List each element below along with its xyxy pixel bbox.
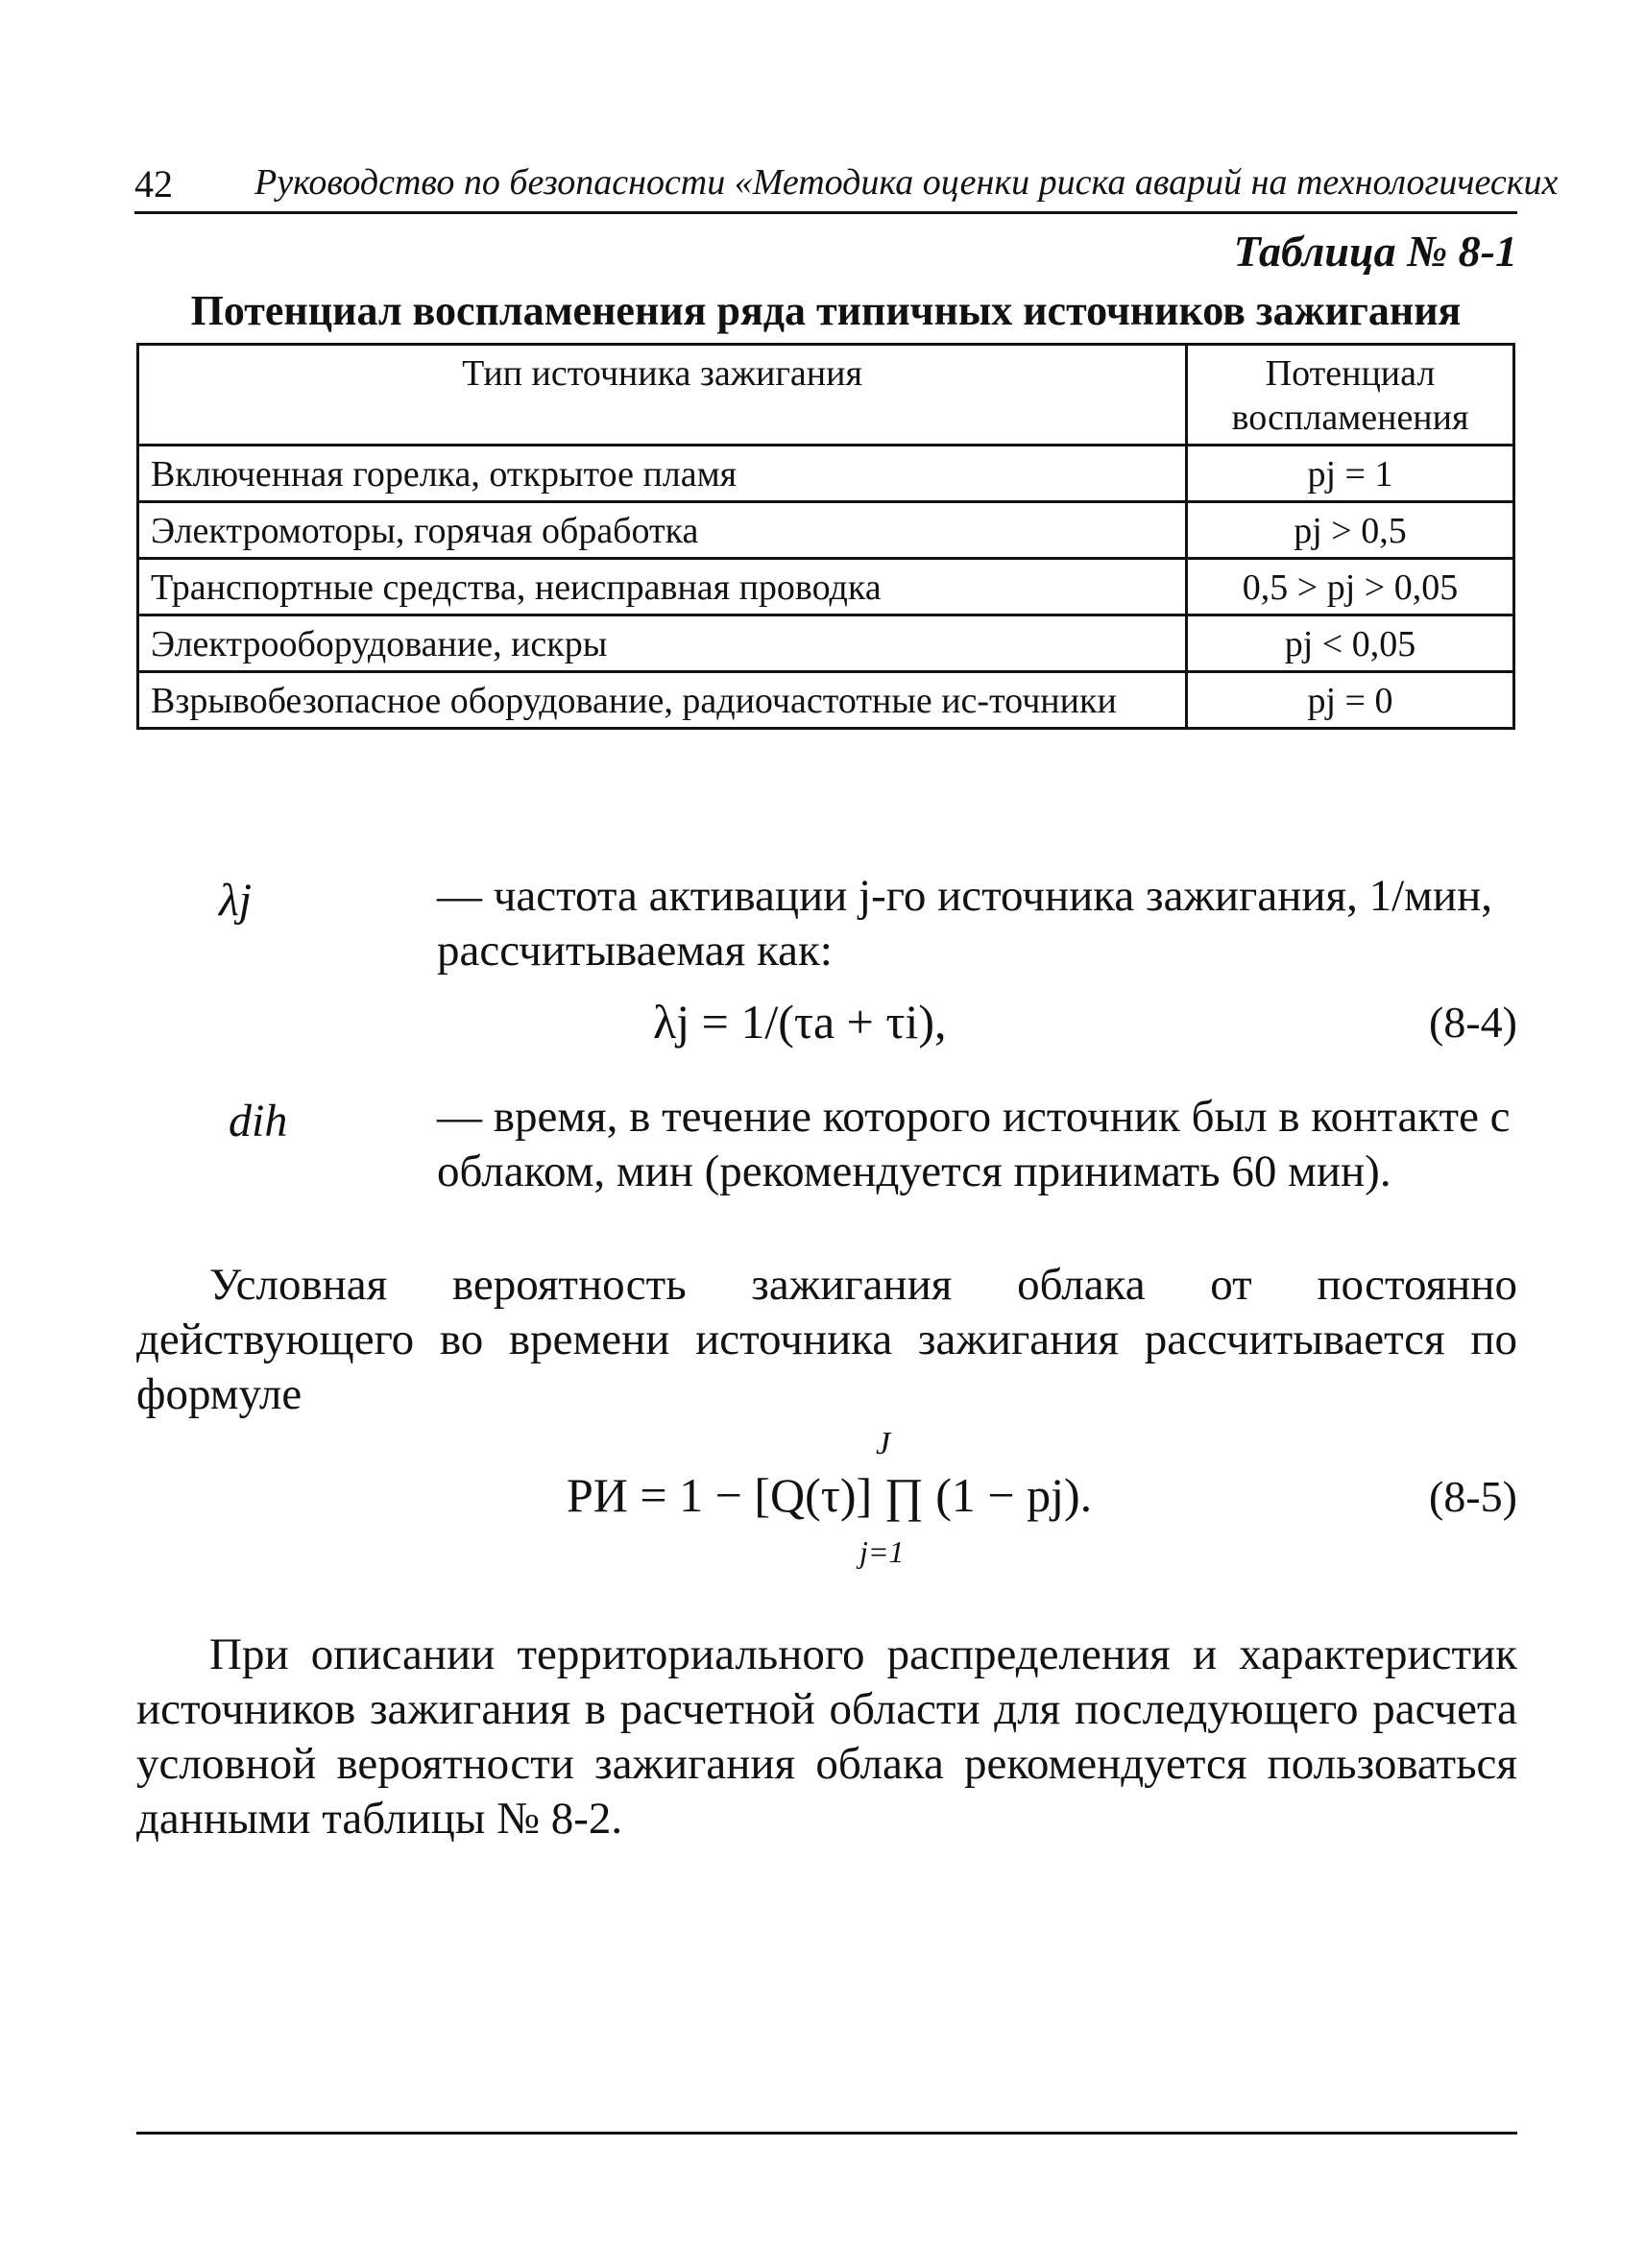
page-header [134, 154, 1559, 214]
table-header-row [138, 345, 1514, 446]
col-header-potential: Потенциал воспламенения [1187, 345, 1514, 446]
symbol-lambda-j: λj [219, 875, 253, 926]
table-cell-source: Электрооборудование, искры [138, 615, 1187, 672]
footer-rule [136, 2132, 1517, 2135]
formula-8-5: PИ = 1 − [Q(τ)] ∏ (1 − pj). [567, 1468, 1093, 1522]
table-row [138, 615, 1514, 672]
table-row [138, 559, 1514, 615]
table-row [138, 502, 1514, 559]
paragraph-1: Условная вероятность зажигания облака от постоянно действующего во времени источника зажигания рассчитывается по формуле [136, 1260, 1517, 1419]
ignition-table [136, 343, 1515, 730]
col-header-source: Тип источника зажигания [138, 345, 1187, 446]
table-row [138, 446, 1514, 502]
running-title: Руководство по безопасности «Методика оценки риска аварий на технологических [254, 162, 1559, 203]
table-title: Потенциал воспламенения ряда типичных источников зажигания [190, 287, 1462, 334]
table-cell-source: Взрывобезопасное оборудование, радиочастотные ис-точники [138, 672, 1187, 729]
table-cell-potential: pj = 1 [1187, 446, 1514, 502]
equation-number-8-4: (8-4) [1429, 998, 1517, 1047]
product-lower-limit: j=1 [859, 1534, 905, 1569]
equation-number-8-5: (8-5) [1429, 1472, 1517, 1521]
paragraph-2: При описании территориального распределения и характеристик источников зажигания в расчетной области для последующего расчета условной вероятности зажигания облака рекомендуется пользоваться данными таблицы № 8-2. [136, 1629, 1517, 1844]
table-cell-source: Включенная горелка, открытое пламя [138, 446, 1187, 502]
table-cell-potential: pj > 0,5 [1187, 502, 1514, 559]
symbol-d-ih: dih [229, 1096, 288, 1146]
table-row [138, 672, 1514, 729]
definition-lambda-j: — частота активации j-го источника зажигания, 1/мин, рассчитываемая как: [437, 871, 1492, 976]
table-cell-source: Транспортные средства, неисправная проводка [138, 559, 1187, 615]
table-cell-potential: pj = 0 [1187, 672, 1514, 729]
table-cell-source: Электромоторы, горячая обработка [138, 502, 1187, 559]
table-label: Таблица № 8-1 [1233, 227, 1517, 276]
definition-d-ih: — время, в течение которого источник был в контакте с облаком, мин (рекомендуется принимать 60 мин). [437, 1092, 1511, 1196]
page-number: 42 [134, 162, 173, 205]
formula-8-4: λj = 1/(τa + τi), [653, 995, 947, 1049]
table-cell-potential: 0,5 > pj > 0,05 [1187, 559, 1514, 615]
table-cell-potential: pj < 0,05 [1187, 615, 1514, 672]
product-upper-limit: J [876, 1426, 891, 1461]
